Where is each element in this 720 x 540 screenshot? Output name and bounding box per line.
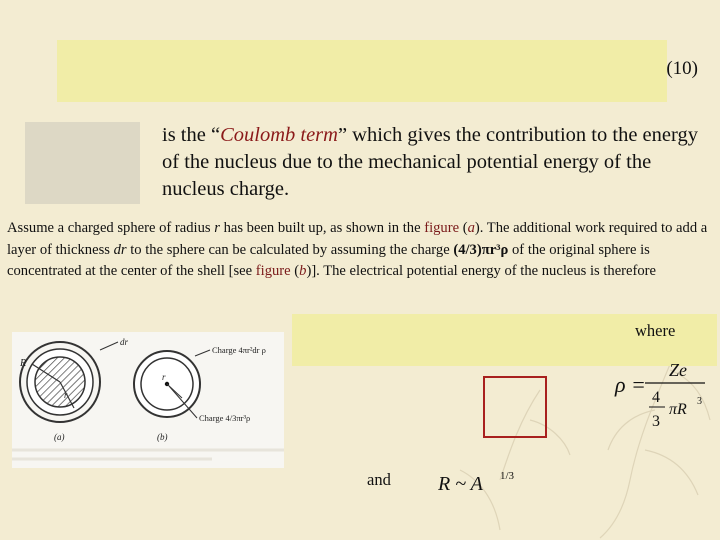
para-var-dr: dr <box>113 241 127 258</box>
rho-den-frac-den: 3 <box>652 413 660 430</box>
rho-lhs: ρ = <box>615 372 646 397</box>
coulomb-term: Coulomb term <box>220 124 338 146</box>
label-a: (a) <box>54 432 65 442</box>
coulomb-term-text <box>162 122 702 203</box>
rho-den-exp: 3 <box>697 396 702 407</box>
rho-den-rest: πR <box>669 401 687 418</box>
r-label-a: r <box>64 390 68 400</box>
R-label: R <box>20 358 27 369</box>
label-b: (b) <box>157 432 168 442</box>
radius-law-lhs: R ~ A <box>438 473 483 495</box>
charge-shell-label: Charge 4πr²dr ρ <box>212 345 266 355</box>
figure-link-a[interactable]: figure <box>424 220 460 236</box>
coulomb-suffix: ” which gives the contribution to the energy of the nucleus due to the mechanical potential energy of the nucleus charge. <box>162 124 698 200</box>
radius-law-exp: 1/3 <box>500 470 515 482</box>
highlighted-placeholder-box <box>483 376 547 438</box>
dr-label: dr <box>120 337 129 347</box>
para-text: to the sphere can be calculated by assuming the charge <box>126 241 454 258</box>
para-text: Assume a charged sphere of radius <box>7 220 215 236</box>
equation-placeholder-box <box>25 122 140 204</box>
r-label-b: r <box>162 372 166 382</box>
rho-den-frac-num: 4 <box>652 389 660 406</box>
rho-formula <box>605 356 715 436</box>
figure-ref-b: b <box>299 263 307 279</box>
equation-highlight-band <box>57 40 667 102</box>
para-text: ). <box>474 220 484 236</box>
radius-mass-law <box>438 466 528 496</box>
para-text: The additional work required to add a layer of thickness <box>7 220 708 258</box>
rho-numerator: Ze <box>669 360 687 380</box>
para-text: ( <box>290 263 300 279</box>
para-text: ( <box>459 220 468 236</box>
para-text: has been built up, as shown in the <box>219 220 425 236</box>
figure-ref-a: a <box>467 220 475 236</box>
charge-expression: (4/3)πr³ρ <box>453 241 509 258</box>
charged-sphere-figure <box>12 332 284 468</box>
explanation-paragraph <box>7 218 715 283</box>
coulomb-prefix: is the “ <box>162 124 221 146</box>
where-label: where <box>635 321 676 340</box>
para-var-r: r <box>214 220 220 236</box>
figure-link-b[interactable]: figure <box>255 263 291 279</box>
para-text: The electrical potential energy of the nucleus is therefore <box>319 263 657 279</box>
equation-number: (10) <box>666 58 698 79</box>
and-label: and <box>367 470 391 489</box>
charge-inner-label: Charge 4/3πr³ρ <box>199 413 251 423</box>
para-text: )]. <box>306 263 320 279</box>
para-text: of the original sphere is concentrated at the center of the shell [see <box>7 241 650 279</box>
